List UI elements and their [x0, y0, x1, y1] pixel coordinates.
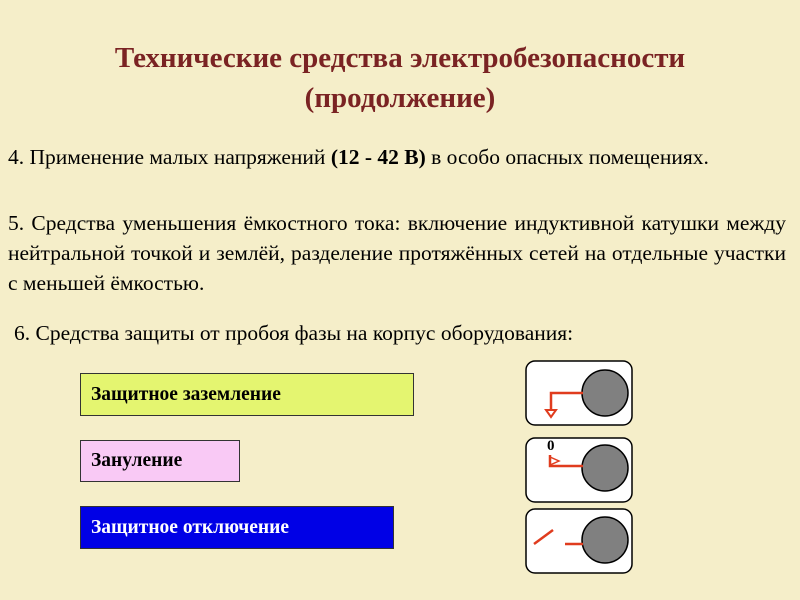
zero-label: 0: [547, 438, 555, 454]
neutralizing-diagram-svg: [525, 437, 633, 503]
paragraph-4: [8, 142, 786, 172]
paragraph-4-end: в особо опасных помещениях.: [425, 145, 709, 169]
neutralizing-diagram: [525, 437, 633, 503]
equipment-body-icon: [582, 370, 628, 416]
paragraph-4-start: 4. Применение малых напряжений: [8, 145, 331, 169]
grounding-diagram-svg: [525, 360, 633, 426]
disconnection-diagram-svg: [525, 508, 633, 574]
equipment-body-icon: [582, 517, 628, 563]
equipment-body-icon: [582, 445, 628, 491]
neutralizing-box: Зануление: [80, 440, 240, 482]
paragraph-6: 6. Средства защиты от пробоя фазы на корпус оборудования:: [14, 321, 574, 345]
protective-grounding-box: Защитное заземление: [80, 373, 414, 416]
title-line-2: (продолжение): [304, 82, 496, 114]
voltage-range: (12 - 42 В): [330, 145, 426, 169]
protective-disconnection-box: Защитное отключение: [80, 506, 394, 549]
disconnection-diagram: [525, 508, 633, 574]
grounding-diagram: [525, 360, 633, 426]
paragraph-5: 5. Средства уменьшения ёмкостного тока: включение индуктивной катушки между нейтральной точкой и землёй, разделение протяжённых сетей на отдельные участки с меньшей ёмкостью.: [8, 211, 786, 295]
title-line-1: Технические средства электробезопасности: [114, 42, 686, 74]
slide-title: [0, 38, 800, 118]
